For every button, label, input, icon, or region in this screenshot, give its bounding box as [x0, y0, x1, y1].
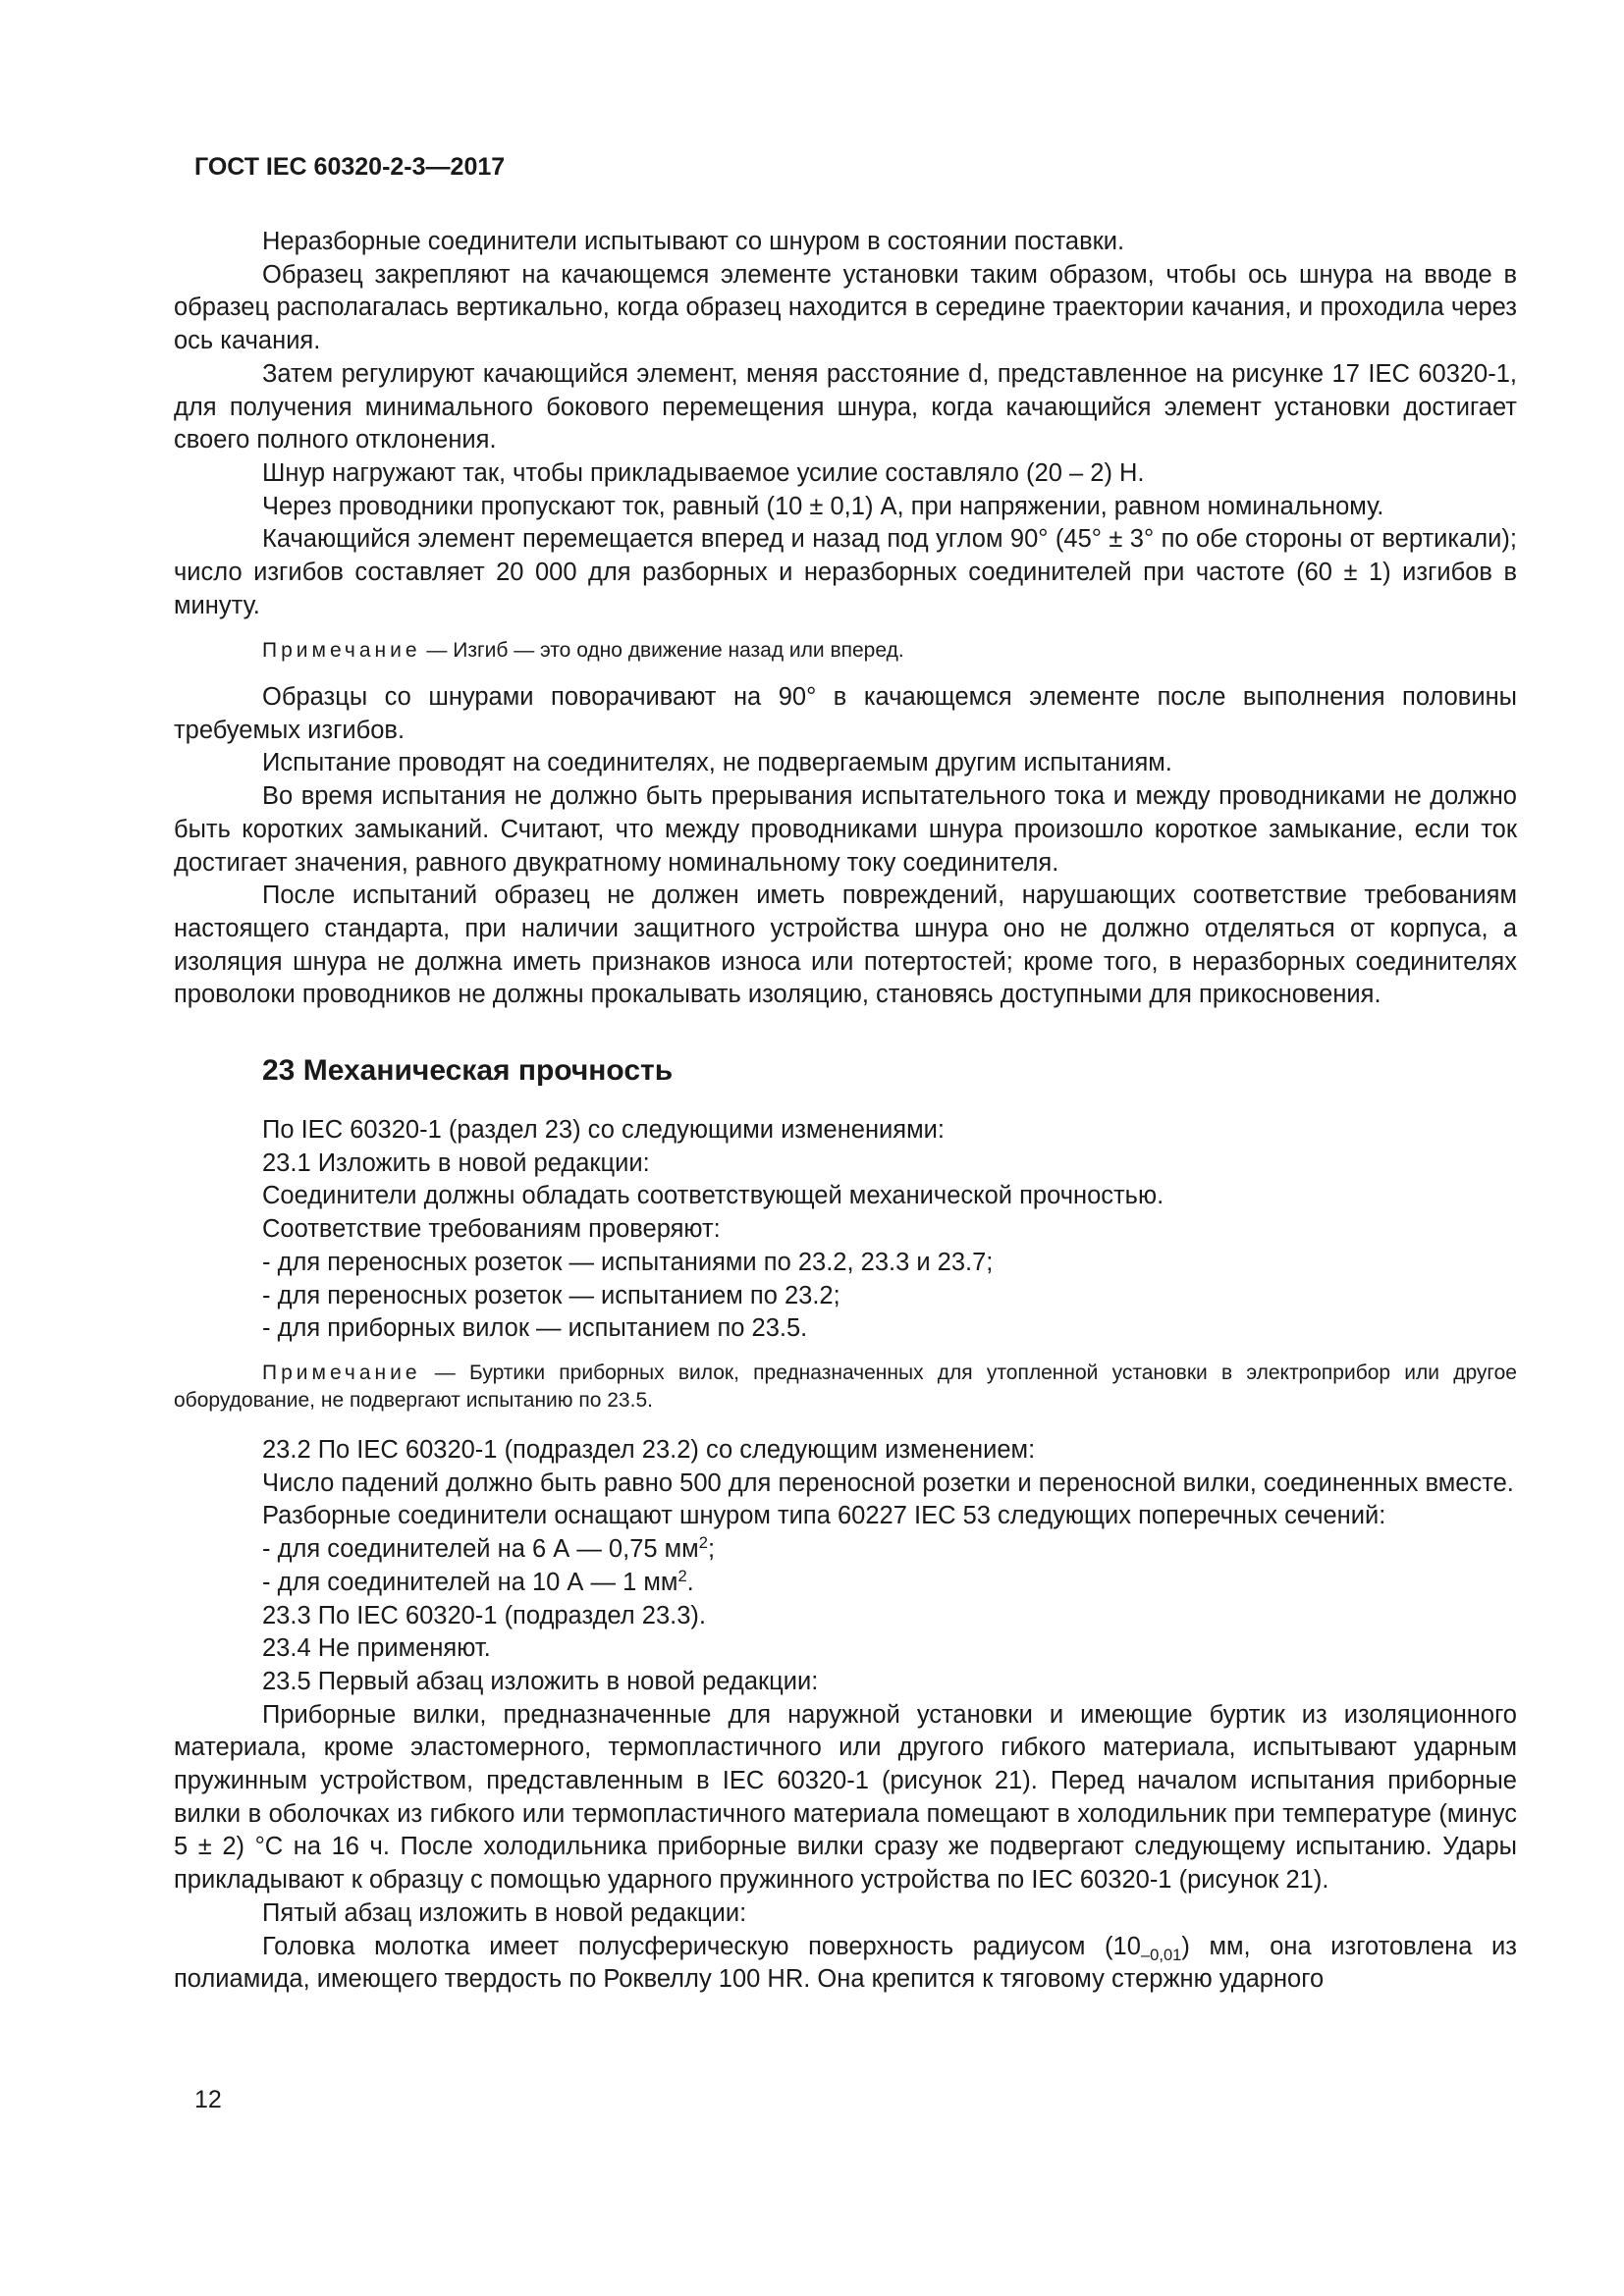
paragraph: Затем регулируют качающийся элемент, меняя расстояние d, представленное на рисунке 17 IEC 60320-1, для получения минимального бокового перемещения шнура, когда качающийся элемент установки достигает своего полного отклонения. — [174, 359, 1517, 454]
paragraph: По IEC 60320-1 (раздел 23) со следующими изменениями: — [262, 1116, 945, 1144]
paragraph: Качающийся элемент перемещается вперед и назад под углом 90° (45° ± 3° по обе стороны от вертикали); число изгибов составляет 20 000 для разборных и неразборных соединителей при частоте (60 ± 1) изгибов в минуту. — [174, 525, 1517, 619]
subscript: –0,01 — [1140, 1945, 1182, 1964]
body-block-c — [174, 1114, 1517, 1346]
paragraph: Приборные вилки, предназначенные для наружной установки и имеющие буртик из изоляционного материала, кроме эластомерного, термопластичного или другого гибкого материала, испытывают ударным пружинным устройством, представленным в IEC 60320-1 (рисунок 21). Перед началом испытания приборные вилки в оболочках из гибкого или термопластичного материала помещают в холодильник при температуре (минус 5 ± 2) °С на 16 ч. После холодильника приборные вилки сразу же подвергают следующему испытанию. Удары прикладывают к образцу с помощью ударного пружинного устройства по IEC 60320-1 (рисунок 21). — [174, 1700, 1517, 1895]
paragraph: Через проводники пропускают ток, равный (10 ± 0,1) А, при напряжении, равном номинальному. — [262, 492, 1384, 520]
note-label: Примечание — [262, 1362, 421, 1384]
paragraph: Шнур нагружают так, чтобы прикладываемое усилие составляло (20 – 2) Н. — [262, 458, 1145, 487]
list-item — [174, 1567, 1517, 1600]
paragraph-text: ) мм, она изготовлена из полиамида, имеющего твердость по Роквеллу 100 HR. Она крепится к тяговому стержню ударного — [174, 1932, 1517, 1994]
list-item — [174, 1533, 1517, 1567]
note-text: — Изгиб — это одно движение назад или вперед. — [420, 639, 904, 662]
paragraph — [174, 1931, 1517, 1997]
body-block-b — [174, 681, 1517, 1012]
paragraph: Во время испытания не должно быть прерывания испытательного тока и между проводниками не должно быть коротких замыканий. Считают, что между проводниками шнура произошло короткое замыкание, если ток достигает значения, равного двукратному номинальному току соединителя. — [174, 782, 1517, 877]
paragraph: Пятый абзац изложить в новой редакции: — [262, 1898, 747, 1927]
paragraph: Испытание проводят на соединителях, не подвергаемым другим испытаниям. — [262, 749, 1172, 777]
paragraph: Образцы со шнурами поворачивают на 90° в качающемся элементе после выполнения половины требуемых изгибов. — [174, 683, 1517, 744]
paragraph: 23.3 По IEC 60320-1 (подраздел 23.3). — [262, 1601, 706, 1629]
note-label: Примечание — [262, 639, 421, 662]
list-item-end: ; — [707, 1535, 716, 1564]
paragraph: 23.5 Первый абзац изложить в новой редакции: — [262, 1667, 819, 1695]
list-item: - для переносных розеток — испытаниями по 23.2, 23.3 и 23.7; — [262, 1248, 994, 1276]
list-item: - для переносных розеток — испытанием по 23.2; — [262, 1281, 840, 1309]
note-text: — Буртики приборных вилок, предназначенных для утопленной установки в электроприбор или другое оборудование, не подвергают испытанию по 23.5. — [174, 1362, 1517, 1412]
paragraph: Соответствие требованиям проверяют: — [262, 1215, 721, 1244]
section-heading: 23 Механическая прочность — [262, 1054, 674, 1087]
list-item-text: - для соединителей на 6 А — 0,75 мм — [262, 1535, 699, 1564]
superscript: 2 — [698, 1533, 708, 1552]
paragraph: Соединители должны обладать соответствующей механической прочностью. — [262, 1182, 1164, 1210]
body-block-a — [174, 226, 1517, 622]
body-block-d — [174, 1434, 1517, 1997]
list-item-text: - для соединителей на 10 А — 1 мм — [262, 1568, 678, 1596]
paragraph: Неразборные соединители испытывают со шнуром в состоянии поставки. — [262, 228, 1125, 255]
paragraph-text: Головка молотка имеет полусферическую поверхность радиусом (10 — [262, 1932, 1141, 1960]
note-2 — [174, 1360, 1517, 1415]
superscript: 2 — [677, 1566, 687, 1585]
list-item: - для приборных вилок — испытанием по 23.5. — [262, 1314, 808, 1343]
paragraph: 23.2 По IEC 60320-1 (подраздел 23.2) со следующим изменением: — [262, 1436, 1036, 1464]
paragraph: 23.1 Изложить в новой редакции: — [262, 1148, 650, 1177]
page-number: 12 — [194, 2086, 222, 2113]
paragraph: 23.4 Не применяют. — [262, 1634, 491, 1663]
note-1 — [174, 636, 1517, 665]
paragraph: Разборные соединители оснащают шнуром типа 60227 IEC 53 следующих поперечных сечений: — [262, 1502, 1386, 1530]
paragraph: Образец закрепляют на качающемся элементе установки таким образом, чтобы ось шнура на вводе в образец располагалась вертикально, когда образец находится в середине траектории качания, и проходила через ось качания. — [174, 260, 1517, 355]
paragraph: Число падений должно быть равно 500 для переносной розетки и переносной вилки, соединенных вместе. — [262, 1468, 1514, 1497]
paragraph: После испытаний образец не должен иметь повреждений, нарушающих соответствие требованиям настоящего стандарта, при наличии защитного устройства шнура оно не должно отделяться от корпуса, а изоляция шнура не должна иметь признаков износа или потертостей; кроме того, в неразборных соединителях проволоки проводников не должны прокалывать изоляцию, становясь доступными для прикосновения. — [174, 881, 1517, 1009]
list-item-end: . — [686, 1568, 694, 1596]
document-header: ГОСТ IEC 60320-2-3—2017 — [194, 153, 506, 181]
